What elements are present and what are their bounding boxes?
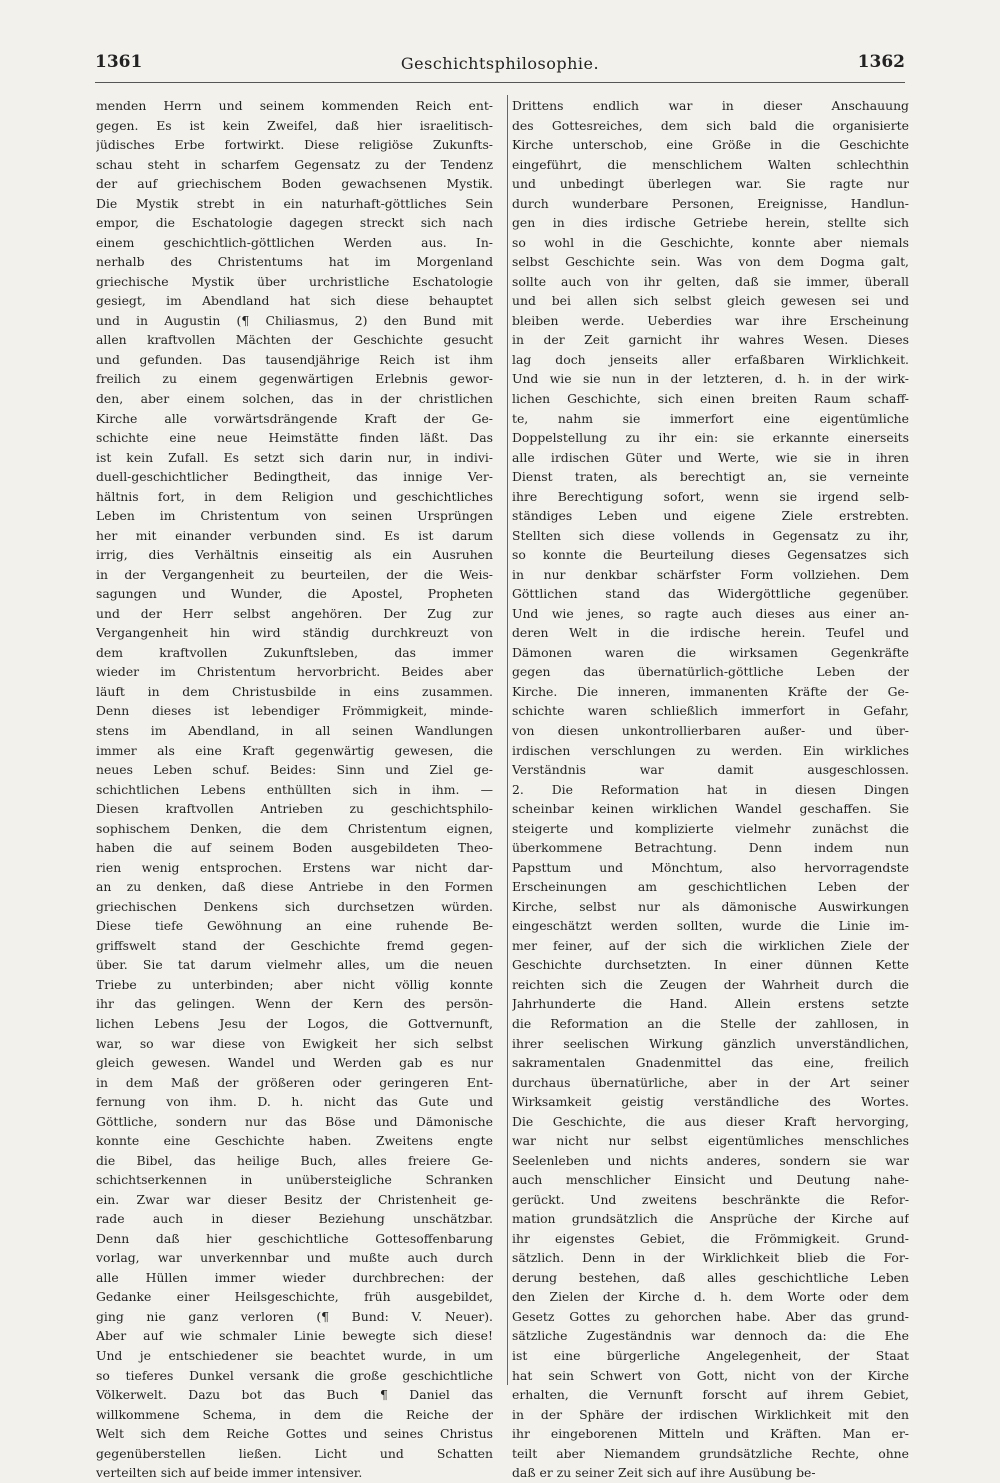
right-column-line: die Reformation an die Stelle der zahllosen, in [512,1015,909,1031]
left-column-line: die Bibel, das heilige Buch, alles freiere Ge- [96,1152,493,1168]
left-column-line: schichte eine neue Heimstätte finden läßt. Das [96,430,493,446]
right-column-line: sätzlich. Denn in der Wirklichkeit blieb die For- [512,1250,909,1266]
right-column-line: und bei allen sich selbst gleich gewesen sei und [512,293,909,309]
left-page-number: 1361 [95,52,143,72]
left-column-line: Kirche alle vorwärtsdrängende Kraft der Ge- [96,410,493,426]
left-column-line: Diesen kraftvollen Antrieben zu geschichtsphilo- [96,801,493,817]
left-column-line: haben die auf seinem Boden ausgebildeten Theo- [96,840,493,856]
left-column-line: den, aber einem solchen, das in der christlichen [96,390,493,406]
left-column-line: gegenüberstellen ließen. Licht und Schatten [96,1445,493,1461]
right-column-line: Papsttum und Mönchtum, also hervorragendste [512,859,909,875]
left-column-line: Gedanke einer Heilsgeschichte, früh ausgebildet, [96,1289,493,1305]
right-column-line: Verständnis war damit ausgeschlossen. [512,762,909,778]
right-column-line: Seelenleben und nichts anderes, sondern sie war [512,1152,909,1168]
left-column-line: nerhalb des Christentums hat im Morgenland [96,254,493,270]
right-column-line: Geschichte durchsetzten. In einer dünnen Kette [512,957,909,973]
right-column-line: daß er zu seiner Zeit sich auf ihre Ausübung be- [512,1465,816,1481]
left-column-line: und der Herr selbst angehören. Der Zug zur [96,605,493,621]
right-column-line: steigerte und komplizierte vielmehr zunächst die [512,820,909,836]
right-column-line: Jahrhunderte die Hand. Allein erstens setzte [512,996,909,1012]
right-column-line: gegen das übernatürlich-göttliche Leben der [512,664,909,680]
right-column-line: reichten sich die Zeugen der Wahrheit durch die [512,976,909,992]
left-column-line: griechische Mystik über urchristliche Eschatologie [96,273,493,289]
right-column-line: sollte auch von ihr gelten, daß sie immer, überall [512,273,909,289]
left-column-line: Denn dieses ist lebendiger Frömmigkeit, minde- [96,703,493,719]
left-column-line: über. Sie tat darum vielmehr alles, um die neuen [96,957,493,973]
left-column-line: vorlag, war unverkennbar und mußte auch durch [96,1250,493,1266]
left-column-line: in dem Maß der größeren oder geringeren Ent- [96,1074,493,1090]
left-column-line: Und je entschiedener sie beachtet wurde, in um [96,1348,493,1363]
right-column-line: Dämonen waren die wirksamen Gegenkräfte [512,644,909,660]
left-column-line: willkommene Schema, in dem die Reiche der [96,1406,493,1422]
left-column-line: Diese tiefe Gewöhnung an eine ruhende Be- [96,918,493,934]
left-column-line: Vergangenheit hin wird ständig durchkreuzt von [96,625,493,641]
right-column-line: alle irdischen Güter und Werte, wie sie in ihren [512,449,909,465]
left-column-line: fernung von ihm. D. h. nicht das Gute und [96,1094,493,1110]
right-column-line: und unbedingt überlegen war. Sie ragte nur [512,176,909,192]
running-header [95,52,905,82]
right-column-line: überkommene Betrachtung. Denn indem nun [512,840,909,856]
right-column-line: gerückt. Und zweitens beschränkte die Refor- [512,1191,909,1207]
right-column-line: mer feiner, auf der sich die wirklichen Ziele der [512,937,909,953]
left-column-line: an zu denken, daß diese Antriebe in den Formen [96,879,493,895]
right-column-line: erhalten, die Vernunft forscht auf ihrem Gebiet, [512,1387,909,1403]
left-column-line: Leben im Christentum von seinen Ursprüngen [96,508,493,524]
right-page-number: 1362 [857,52,905,72]
right-column-line: lag doch jenseits aller erfaßbaren Wirklichkeit. [512,351,909,367]
right-column-line: Doppelstellung zu ihr ein: sie erkannte einerseits [512,430,909,446]
left-column-line: und in Augustin (¶ Chiliasmus, 2) den Bund mit [96,312,493,328]
left-column-line: empor, die Eschatologie dagegen streckt sich nach [96,215,493,231]
right-column-line: Kirche, selbst nur als dämonische Auswirkungen [512,898,909,914]
right-column-line: durchaus übernatürliche, aber in der Art seiner [512,1074,909,1090]
left-column-line: gleich gewesen. Wandel und Werden gab es nur [96,1055,493,1071]
right-column-line: derung bestehen, daß alles geschichtliche Leben [512,1269,909,1285]
left-column-line: Völkerwelt. Dazu bot das Buch ¶ Daniel das [96,1387,493,1403]
left-column-line: läuft in dem Christusbilde in eins zusammen. [96,683,493,699]
right-column-line: bleiben werde. Ueberdies war ihre Erscheinung [512,312,909,328]
left-column-line: verteilten sich auf beide immer intensiver. [96,1465,363,1481]
right-column-line: Die Geschichte, die aus dieser Kraft hervorging, [512,1113,909,1129]
right-column-line: ihre Berechtigung sofort, wenn sie irgend selb- [512,488,909,504]
right-column-line: in der Zeit garnicht ihr wahres Wesen. Dieses [512,332,909,348]
right-column-line: eingeschätzt werden sollten, wurde die Linie im- [512,918,909,934]
right-column-line: schichte waren schließlich immerfort in Gefahr, [512,703,909,719]
left-column-line: schau steht in scharfem Gegensatz zu der Tendenz [96,156,493,172]
left-column-line: in der Vergangenheit zu beurteilen, der die Weis- [96,566,493,582]
right-column-line: deren Welt in die irdische herein. Teufel und [512,625,909,641]
left-column-line: gesiegt, im Abendland hat sich diese behauptet [96,293,493,309]
right-column-line: Drittens endlich war in dieser Anschauung [512,98,909,113]
right-column-line: ständiges Leben und eigene Ziele erstrebten. [512,508,909,524]
left-column-line: ein. Zwar war dieser Besitz der Christenheit ge- [96,1191,493,1207]
right-column-line: Und wie sie nun in der letzteren, d. h. in der wirk- [512,371,909,387]
right-column-line: des Gottesreiches, dem sich bald die organisierte [512,117,909,133]
right-column-line: 2. Die Reformation hat in diesen Dingen [512,781,909,797]
right-column-line: so konnte die Beurteilung dieses Gegensatzes sich [512,547,909,563]
right-column-line: ihr eingeborenen Mitteln und Kräften. Man er- [512,1426,909,1442]
right-column-line: durch wunderbare Personen, Ereignisse, Handlun- [512,195,909,211]
right-column-line: hat sein Schwert von Gott, nicht von der Kirche [512,1367,909,1383]
right-column-line: te, nahm sie immerfort eine eigentümliche [512,410,909,426]
left-column-line: stens im Abendland, in all seinen Wandlungen [96,723,493,738]
right-column-line: Dienst traten, als berechtigt an, sie verneinte [512,469,909,485]
right-column-line: scheinbar keinen wirklichen Wandel geschaffen. Sie [512,801,909,817]
right-column-line: so wohl in die Geschichte, konnte aber niemals [512,234,909,250]
right-column-line: Und wie jenes, so ragte auch dieses aus einer an- [512,605,909,621]
right-column-line: in nur denkbar schärfster Form vollziehen. Dem [512,566,909,582]
left-column-line: ist kein Zufall. Es setzt sich darin nur, in indivi- [96,449,493,465]
left-column-line: Triebe zu unterbinden; aber nicht völlig konnte [96,976,493,992]
left-column-line: duell-geschichtlicher Bedingtheit, das innige Ver- [96,469,493,485]
left-column-line: Denn daß hier geschichtliche Gottesoffenbarung [96,1230,493,1246]
right-column-line: ist eine bürgerliche Angelegenheit, der Staat [512,1348,909,1363]
left-column-line: schichtserkennen in unübersteigliche Schranken [96,1172,493,1188]
right-column-line: teilt aber Niemandem grundsätzliche Rechte, ohne [512,1445,909,1461]
left-column-line: so tieferes Dunkel versank die große geschichtliche [96,1367,493,1383]
right-column-line: Wirksamkeit geistig verständliche des Wortes. [512,1094,909,1110]
right-column-line: eingeführt, die menschlichem Walten schlechthin [512,156,909,172]
left-column-line: griechischen Denkens sich durchsetzen würden. [96,898,493,914]
left-column-line: menden Herrn und seinem kommenden Reich ent- [96,98,493,113]
header-rule [95,82,905,83]
right-column-line: Göttlichen stand das Widergöttliche gegenüber. [512,586,909,602]
right-column-line: war nicht nur selbst eigentümliches menschliches [512,1133,909,1149]
left-column-line: irrig, dies Verhältnis einseitig als ein Ausruhen [96,547,493,563]
left-column-line: sophischem Denken, die dem Christentum eignen, [96,820,493,836]
left-column-line: gegen. Es ist kein Zweifel, daß hier israelitisch- [96,117,493,133]
left-column-line: freilich zu einem gegenwärtigen Erlebnis gewor- [96,371,493,387]
left-column-line: dem kraftvollen Zukunftsleben, das immer [96,644,493,660]
right-column-line: Kirche unterschob, eine Größe in die Geschichte [512,137,909,153]
left-column-line: schichtlichen Lebens enthüllten sich in ihm. — [96,781,493,797]
left-column-line: ging nie ganz verloren (¶ Bund: V. Neuer). [96,1308,493,1324]
right-column-line: mation grundsätzlich die Ansprüche der Kirche auf [512,1211,909,1227]
left-column-line: rade auch in dieser Beziehung unschätzbar. [96,1211,493,1227]
right-column-line: sätzliche Zugeständnis war dennoch da: die Ehe [512,1328,909,1344]
left-column-line: jüdisches Erbe fortwirkt. Diese religiöse Zukunfts- [96,137,493,153]
left-column-line: rien wenig entsprochen. Erstens war nicht dar- [96,859,493,875]
right-column-line: irdischen verschlungen zu werden. Ein wirkliches [512,742,909,758]
left-column-line: ihr das gelingen. Wenn der Kern des persön- [96,996,493,1012]
right-column-line: Erscheinungen am geschichtlichen Leben der [512,879,909,895]
left-column-line: Die Mystik strebt in ein naturhaft-göttliches Sein [96,195,493,211]
left-column-line: wieder im Christentum hervorbricht. Beides aber [96,664,493,680]
left-column-line: der auf griechischem Boden gewachsenen Mystik. [96,176,493,192]
left-column-line: Göttliche, sondern nur das Böse und Dämonische [96,1113,493,1129]
right-column-line: ihrer seelischen Wirkung gänzlich unverständlichen, [512,1035,909,1051]
right-column-line: ihr eigenstes Gebiet, die Frömmigkeit. Grund- [512,1230,909,1246]
left-column-line: Welt sich dem Reiche Gottes und seines Christus [96,1426,493,1442]
left-column-line: und gefunden. Das tausendjährige Reich ist ihm [96,351,493,367]
left-column-line: Aber auf wie schmaler Linie bewegte sich diese! [96,1328,493,1344]
right-column-line: auch menschlicher Einsicht und Deutung nahe- [512,1172,909,1188]
right-column-line: den Zielen der Kirche d. h. dem Worte oder dem [512,1289,909,1305]
right-column-line: von diesen unkontrollierbaren außer- und über- [512,723,909,738]
left-column-line: allen kraftvollen Mächten der Geschichte gesucht [96,332,493,348]
left-column-line: her mit einander verbunden sind. Es ist darum [96,527,493,543]
left-column-line: konnte eine Geschichte haben. Zweitens engte [96,1133,493,1149]
right-column-line: Kirche. Die inneren, immanenten Kräfte der Ge- [512,683,909,699]
left-column-line: hältnis fort, in dem Religion und geschichtliches [96,488,493,504]
right-column-line: sakramentalen Gnadenmittel das eine, freilich [512,1055,909,1071]
left-column-line: sagungen und Wunder, die Apostel, Propheten [96,586,493,602]
right-column-line: in der Sphäre der irdischen Wirklichkeit mit den [512,1406,909,1422]
left-column-line: alle Hüllen immer wieder durchbrechen: der [96,1269,493,1285]
left-column-line: war, so war diese von Ewigkeit her sich selbst [96,1035,493,1051]
right-column-line: selbst Geschichte sein. Was von dem Dogma galt, [512,254,909,270]
left-column-line: griffswelt stand der Geschichte fremd gegen- [96,937,493,953]
right-column-line: Stellten sich diese vollends in Gegensatz zu ihr, [512,527,909,543]
right-column-line: lichen Geschichte, sich einen breiten Raum schaff- [512,390,909,406]
right-column-line: gen in dies irdische Getriebe herein, stellte sich [512,215,909,231]
left-column-line: immer als eine Kraft gegenwärtig gewesen, die [96,742,493,758]
column-divider [507,95,508,1385]
right-column [512,96,909,1483]
left-column-line: lichen Lebens Jesu der Logos, die Gottvernunft, [96,1015,493,1031]
left-column [96,96,493,1483]
page-title: Geschichtsphilosophie. [400,54,600,73]
left-column-line: einem geschichtlich-göttlichen Werden aus. In- [96,234,493,250]
right-column-line: Gesetz Gottes zu gehorchen habe. Aber das grund- [512,1308,909,1324]
left-column-line: neues Leben schuf. Beides: Sinn und Ziel ge- [96,762,493,778]
